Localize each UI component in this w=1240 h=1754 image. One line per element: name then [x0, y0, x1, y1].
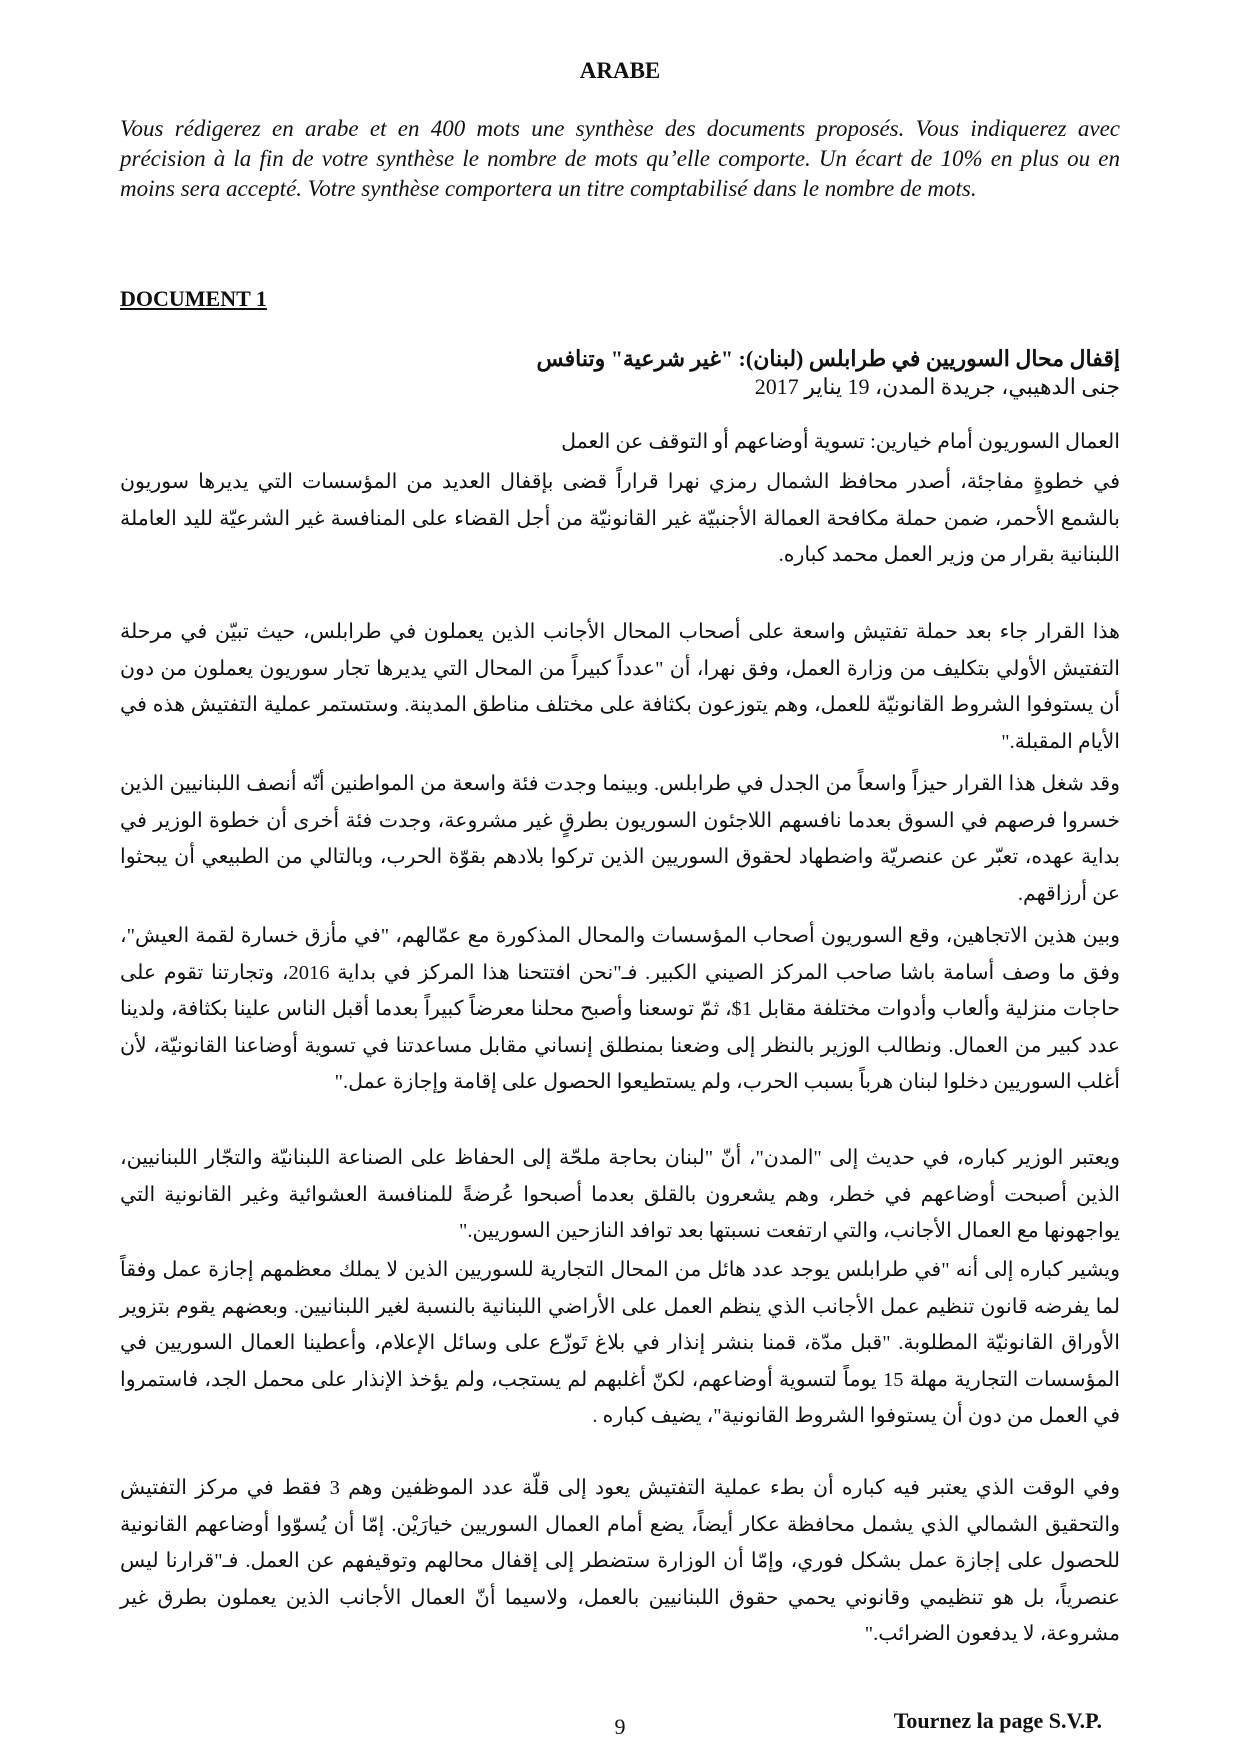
- turn-page-note: Tournez la page S.V.P.: [893, 1708, 1102, 1733]
- article-paragraph: وفي الوقت الذي يعتبر فيه كباره أن بطء عملية التفتيش يعود إلى قلّة عدد الموظفين وهم 3 فقط في مركز التفتيش والتحقيق الشمالي الذي يشمل محافظة عكار أيضاً، يضع أمام العمال السوريين خيارَيْن. إمّا أن يُسوّوا أوضاعهم القانونية للحصول على إجازة عمل بشكل فوري، وإمّا أن الوزارة ستضطر إلى إقفال محالهم وتوقيفهم عن العمل. فـ"قرارنا ليس عنصرياً، بل هو تنظيمي وقانوني يحمي حقوق اللبنانيين بالعمل، ولاسيما أنّ العمال الأجانب الذين يعملون بطرق غير مشروعة، لا يدفعون الضرائب.": [120, 1477, 1120, 1645]
- article-paragraph: وبين هذين الاتجاهين، وقع السوريون أصحاب المؤسسات والمحال المذكورة مع عمّالهم، "في مأزق خسارة لقمة العيش"، وفق ما وصف أسامة باشا صاحب المركز الصيني الكبير. فـ"نحن افتتحنا هذا المركز في بداية 2016، وتجارتنا تقوم على حاجات منزلية وألعاب وأدوات مختلفة مقابل 1$، ثمّ توسعنا وأصبح محلنا معرضاً كبيراً بعدما أقبل الناس علينا بكثافة، ولدينا عدد كبير من العمال. ونطالب الوزير بالنظر إلى وضعنا بمنطلق إنساني مقابل مساعدتنا في تسوية أوضاعنا القانونيّة، لأن أغلب السوريين دخلوا لبنان هرباً بسبب الحرب، ولم يستطيعوا الحصول على إقامة وإجازة عمل.": [120, 925, 1121, 1093]
- document-label: DOCUMENT 1: [120, 286, 267, 311]
- article-paragraph: ويشير كباره إلى أنه "في طرابلس يوجد عدد هائل من المحال التجارية للسوريين الذين لا يملك معظمهم إجازة عمل وفقاً لما يفرضه قانون تنظيم عمل الأجانب الذي ينظم العمل على الأراضي اللبنانية بالنسبة لغير اللبنانيين. وبعضهم يقوم بتزوير الأوراق القانونيّة المطلوبة. "قبل مدّة، قمنا بنشر إنذار في بلاغ تَوزّع على وسائل الإعلام، وأعطينا العمال السوريين في المؤسسات التجارية مهلة 15 يوماً لتسوية أوضاعهم، لكنّ أغلبهم لم يستجب، ولم يؤخذ الإنذار على محمل الجد، فاستمروا في العمل من دون أن يستوفوا الشروط القانونية"، يضيف كباره .: [120, 1259, 1120, 1427]
- exam-instructions: Vous rédigerez en arabe et en 400 mots une synthèse des documents proposés. Vous indiquerez avec précision à la fin de votre synthèse le nombre de mots qu’elle comporte. Un écart de 10% en plus ou en moins sera accepté. Votre synthèse comportera un titre comptabilisé dans le nombre de mots.: [120, 116, 1120, 201]
- article-title: إقفال محال السوريين في طرابلس (لبنان): "غير شرعية" وتنافس: [536, 346, 1120, 371]
- article-byline: جنى الدهيبي، جريدة المدن، 19 يناير 2017: [754, 374, 1120, 399]
- article-subtitle: العمال السوريون أمام خيارين: تسوية أوضاعهم أو التوقف عن العمل: [561, 431, 1120, 453]
- page-number: 9: [614, 1714, 626, 1739]
- article-paragraph: وقد شغل هذا القرار حيزاً واسعاً من الجدل في طرابلس. وبينما وجدت فئة واسعة من المواطنين أنّه أنصف اللبنانيين الذين خسروا فرصهم في السوق بعدما نافسهم اللاجئون السوريون بطرقٍ غير مشروعة، وجدت فئة أخرى أن خطوة الوزير في بداية عهده، تعبّر عن عنصريّة واضطهاد لحقوق السوريين الذين تركوا بلادهم بقوّة الحرب، وبالتالي من الطبيعي أن يبحثوا عن أرزاقهم.: [120, 773, 1120, 905]
- article-paragraph: هذا القرار جاء بعد حملة تفتيش واسعة على أصحاب المحال الأجانب الذين يعملون في طرابلس، حيث تبيّن في مرحلة التفتيش الأولي بتكليف من وزارة العمل، وفق نهرا، أن "عدداً كبيراً من المحال التي يديرها تجار سوريون يعملون من دون أن يستوفوا الشروط القانونيّة للعمل، وهم يتوزعون بكثافة على مختلف مناطق المدينة. وستستمر عملية التفتيش هذه في الأيام المقبلة.": [120, 621, 1120, 753]
- article-paragraph: في خطوةٍ مفاجئة، أصدر محافظ الشمال رمزي نهرا قراراً قضى بإقفال العديد من المؤسسات التي يديرها سوريون بالشمع الأحمر، ضمن حملة مكافحة العمالة الأجنبيّة غير القانونيّة من أجل القضاء على المنافسة غير الشرعيّة لليد العاملة اللبنانية بقرار من وزير العمل محمد كباره.: [120, 471, 1120, 566]
- exam-subject-heading: ARABE: [579, 58, 661, 83]
- article-paragraph: ويعتبر الوزير كباره، في حديث إلى "المدن"، أنّ "لبنان بحاجة ملحّة إلى الحفاظ على الصناعة اللبنانيّة والتجّار اللبنانيين، الذين أصبحت أوضاعهم في خطر، وهم يشعرون بالقلق بعدما أصبحوا عُرضةً للمنافسة العشوائية وغير القانونية التي يواجهونها مع العمال الأجانب، والتي ارتفعت نسبتها بعد توافد النازحين السوريين.": [120, 1147, 1120, 1242]
